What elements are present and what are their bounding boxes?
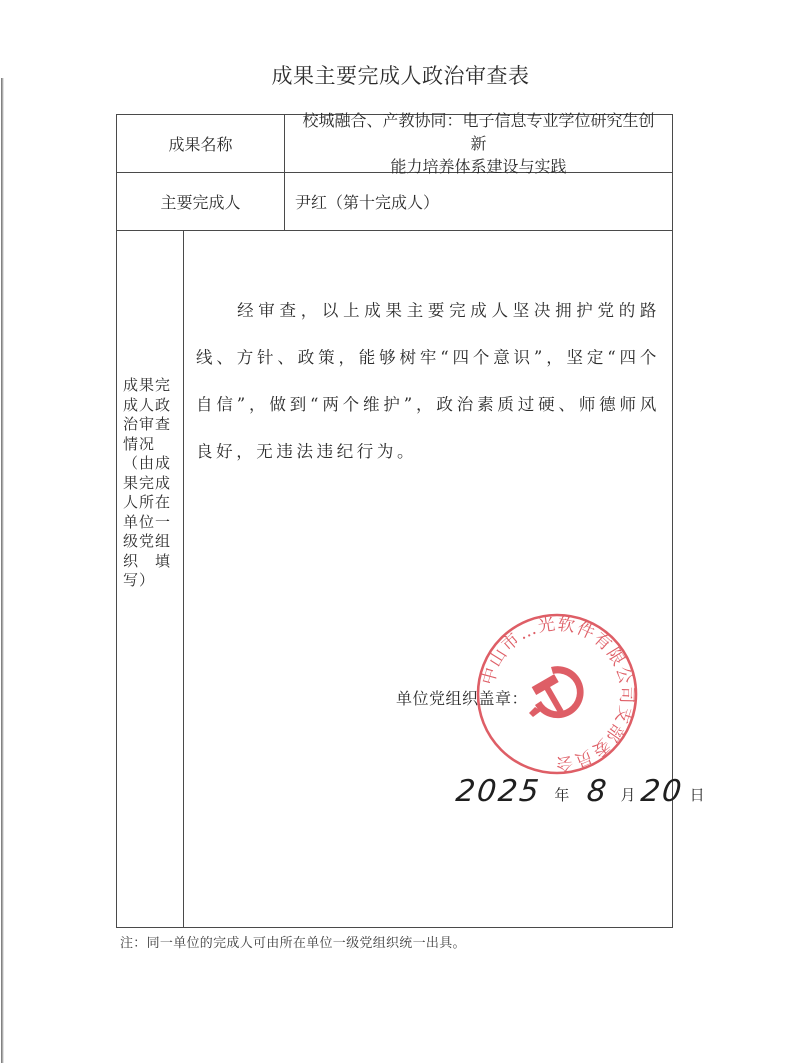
political-review-row xyxy=(117,231,705,927)
review-form-table xyxy=(116,111,705,928)
document-title: 成果主要完成人政治审查表 xyxy=(271,64,530,88)
party-seal-stamp-icon xyxy=(474,611,640,777)
footnote: 注：同一单位的完成人可由所在单位一级党组织统一出具。 xyxy=(120,936,466,951)
date-day: 20 xyxy=(639,774,686,809)
seal-label: 单位党组织盖章： xyxy=(396,689,529,708)
achievement-name-line-2: 能力培养体系建设与实践 xyxy=(390,157,567,176)
label-line: 人所在 xyxy=(123,493,172,511)
main-contributor-row xyxy=(117,173,672,231)
label-line: 单位一 xyxy=(123,512,172,531)
political-review-label-cell xyxy=(117,231,184,927)
main-contributor-label: 主要完成人 xyxy=(117,173,285,230)
label-line: 写） xyxy=(123,571,156,589)
date-day-unit: 日 xyxy=(689,786,705,804)
label-line: 治审查 xyxy=(123,415,172,433)
label-line: 织 填 xyxy=(123,551,172,570)
label-line: 果完成 xyxy=(123,473,172,492)
achievement-name-row xyxy=(117,111,672,176)
scan-edge-artifact xyxy=(1,78,4,1063)
achievement-name-value xyxy=(285,111,672,176)
label-line: （由成 xyxy=(123,454,172,472)
achievement-name-label: 成果名称 xyxy=(117,115,285,172)
date-month-unit: 月 xyxy=(620,786,636,804)
label-line: 情况 xyxy=(123,434,156,453)
hammer-sickle-icon xyxy=(529,666,584,718)
date-month: 8 xyxy=(585,774,611,809)
label-line: 级党组 xyxy=(123,532,172,550)
label-line: 成人政 xyxy=(123,395,172,414)
review-statement xyxy=(196,287,660,475)
date-year: 2025 xyxy=(454,774,543,809)
review-statement-text: 经审查，以上成果主要完成人坚决拥护党的路线、方针、政策，能够树牢“四个意识”，坚定“四个自信”，做到“两个维护”，政治素质过硬、师德师风良好，无违法违纪行为。 xyxy=(196,301,660,461)
label-line: 成果完 xyxy=(123,376,172,394)
achievement-name-line-1: 校城融合、产教协同：电子信息专业学位研究生创新 xyxy=(302,111,655,153)
political-review-label xyxy=(123,376,179,591)
date-year-unit: 年 xyxy=(554,786,570,804)
political-review-content xyxy=(184,231,705,927)
svg-text:中山市…光软件有限公司支部委员会: 中山市…光软件有限公司支部委员会 xyxy=(478,614,637,774)
main-contributor-value: 尹红（第十完成人） xyxy=(295,193,440,212)
